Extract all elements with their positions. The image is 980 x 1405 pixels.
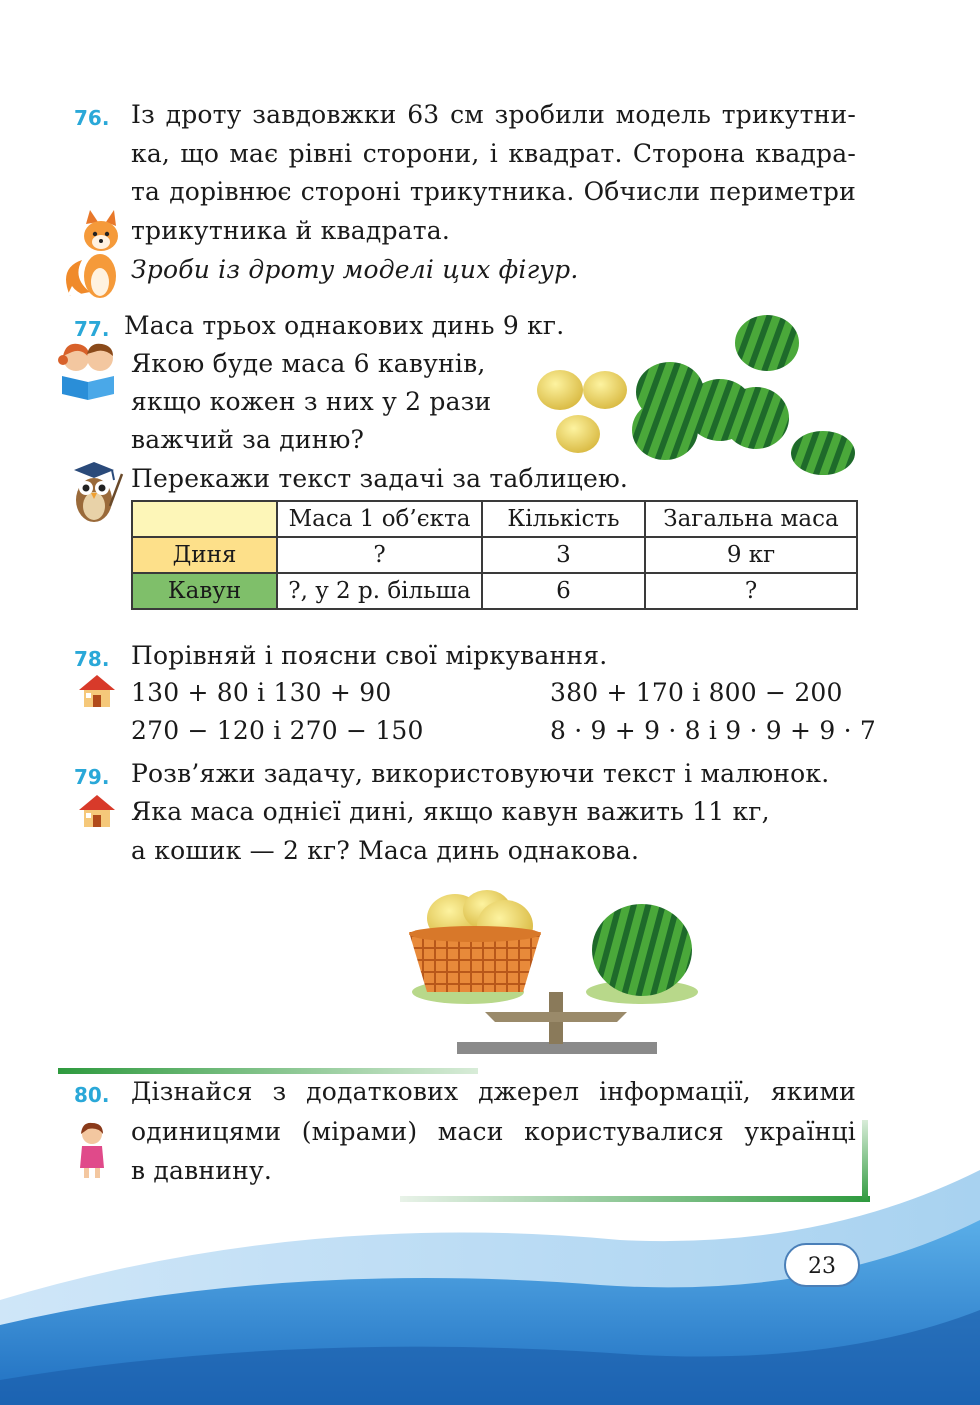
task-77-table: [131, 500, 858, 610]
table-header-cell: Кількість: [482, 501, 645, 537]
table-cell: 6: [482, 573, 645, 609]
table-header-cell: Маса 1 об’єкта: [277, 501, 482, 537]
task-76-line-2: ка, що має рівні сторони, і квадрат. Сторона квадра-: [131, 139, 856, 168]
house-homework-icon: [77, 673, 117, 709]
task-80-frame-top: [58, 1068, 478, 1074]
table-cell: ?, у 2 р. більша: [277, 573, 482, 609]
task-79-line-2: Яка маса однієї дині, якщо кавун важить 11 кг,: [131, 797, 770, 826]
task-78-right-1: 380 + 170 і 800 − 200: [550, 678, 843, 707]
task-76-number: 76.: [74, 106, 110, 130]
task-80-line-3: в давнину.: [131, 1156, 273, 1185]
task-76-line-3: та дорівнює стороні трикутника. Обчисли периметри: [131, 177, 856, 206]
house-homework-icon: [77, 793, 117, 829]
task-77-line-2: Якою буде маса 6 кавунів,: [131, 349, 486, 378]
table-cell: ?: [645, 573, 857, 609]
melons-watermelons-illustration: [530, 310, 866, 480]
table-header-cell: Загальна маса: [645, 501, 857, 537]
table-row: [132, 573, 857, 609]
table-cell: ?: [277, 537, 482, 573]
scale-basket-watermelon-illustration: [405, 882, 705, 1058]
task-77-number: 77.: [74, 317, 110, 341]
children-reading-icon: [56, 340, 122, 402]
table-cell: 9 кг: [645, 537, 857, 573]
owl-teacher-icon: [64, 460, 126, 526]
task-78-left-2: 270 − 120 і 270 − 150: [131, 716, 424, 745]
task-78-left-1: 130 + 80 і 130 + 90: [131, 678, 392, 707]
task-79-line-3: а кошик — 2 кг? Маса динь однакова.: [131, 836, 640, 865]
task-77-instruction: Перекажи текст задачі за таблицею.: [131, 464, 629, 493]
task-80-number: 80.: [74, 1083, 110, 1107]
task-76-line-4: трикутника й квадрата.: [131, 216, 451, 245]
task-79-line-1: Розв’яжи задачу, використовуючи текст і малюнок.: [131, 759, 830, 788]
task-76-line-1: Із дроту завдовжки 63 см зробили модель трикутни-: [131, 100, 856, 129]
task-77-line-1: Маса трьох однакових динь 9 кг.: [124, 311, 565, 340]
task-76-italic-note: Зроби із дроту моделі цих фігур.: [131, 255, 579, 284]
fox-icon: [60, 208, 128, 304]
table-corner-cell: [132, 501, 277, 537]
table-row-label: Диня: [132, 537, 277, 573]
task-78-right-2: 8 · 9 + 9 · 8 і 9 · 9 + 9 · 7: [550, 716, 876, 745]
task-78-number: 78.: [74, 647, 110, 671]
task-77-line-3: якщо кожен з них у 2 рази: [131, 387, 492, 416]
table-header-row: [132, 501, 857, 537]
task-79-number: 79.: [74, 765, 110, 789]
task-80-line-2: одиницями (мірами) маси користувалися українці: [131, 1117, 856, 1146]
task-80-line-1: Дізнайся з додаткових джерел інформації, якими: [131, 1077, 856, 1106]
table-cell: 3: [482, 537, 645, 573]
task-78-title: Порівняй і поясни свої міркування.: [131, 641, 608, 670]
table-row-label: Кавун: [132, 573, 277, 609]
page-number: 23: [784, 1243, 860, 1287]
task-77-line-4: важчий за диню?: [131, 425, 365, 454]
table-row: [132, 537, 857, 573]
